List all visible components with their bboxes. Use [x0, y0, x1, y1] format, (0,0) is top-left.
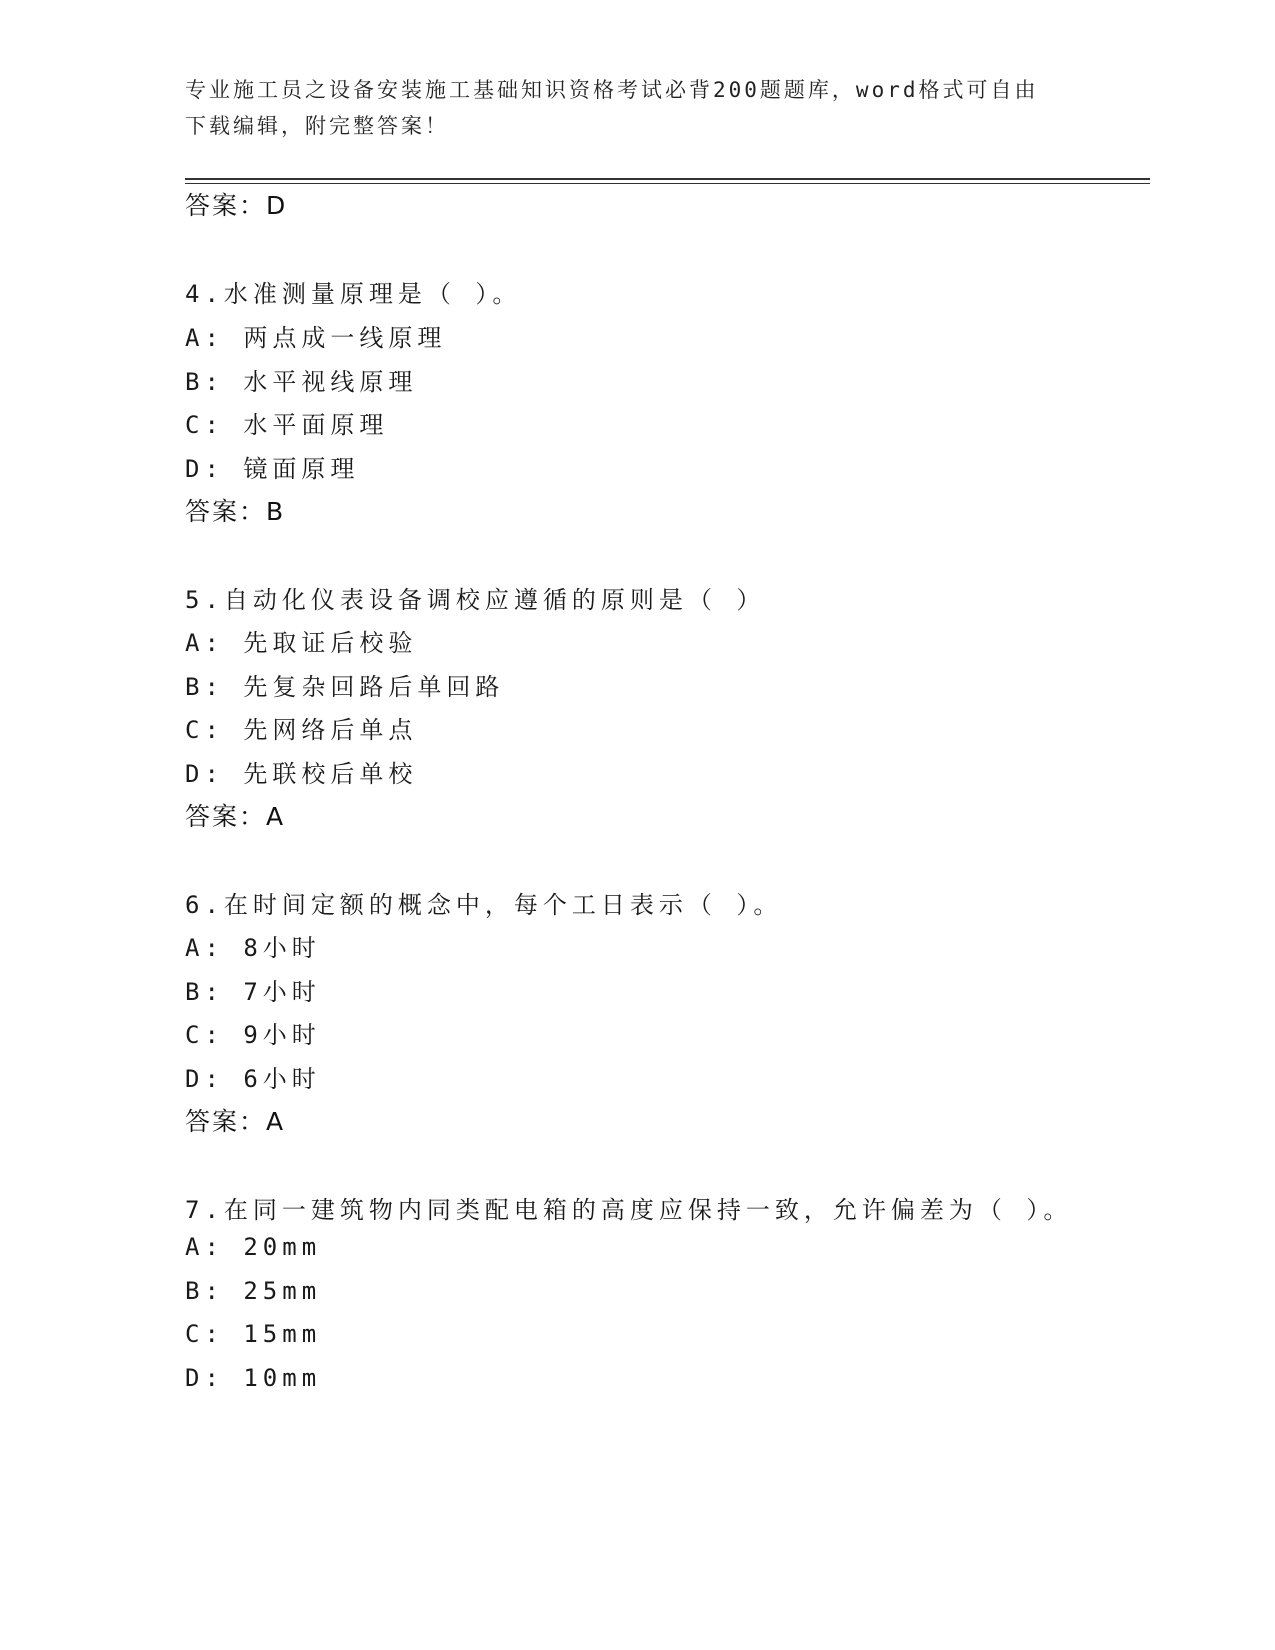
option-b: B: 先复杂回路后单回路	[185, 673, 505, 701]
previous-answer: 答案：D	[185, 191, 288, 220]
header-line-1: 专业施工员之设备安装施工基础知识资格考试必背200题题库，word格式可自由	[185, 78, 1039, 102]
question-stem: 5.自动化仪表设备调校应遵循的原则是（ ）	[185, 586, 766, 614]
option-b: B: 水平视线原理	[185, 368, 418, 396]
document-header	[185, 72, 1065, 144]
option-a: A: 先取证后校验	[185, 629, 418, 657]
option-c: C: 先网络后单点	[185, 716, 418, 744]
answer: 答案：A	[185, 802, 286, 831]
question-stem: 4.水准测量原理是（ ）。	[185, 280, 522, 308]
option-b: B: 25mm	[185, 1277, 322, 1305]
option-d: D: 镜面原理	[185, 455, 360, 483]
option-d: D: 10mm	[185, 1364, 322, 1392]
answer: 答案：A	[185, 1107, 286, 1136]
option-c: C: 水平面原理	[185, 411, 389, 439]
question-stem: 7.在同一建筑物内同类配电箱的高度应保持一致，允许偏差为（ ）。	[185, 1196, 1073, 1224]
option-c: C: 15mm	[185, 1320, 322, 1348]
answer: 答案：B	[185, 497, 286, 526]
question-stem: 6.在时间定额的概念中，每个工日表示（ ）。	[185, 891, 783, 919]
header-divider	[185, 178, 1150, 180]
option-a: A: 20mm	[185, 1233, 322, 1261]
option-b: B: 7小时	[185, 978, 321, 1006]
option-d: D: 6小时	[185, 1065, 321, 1093]
header-divider-thin	[185, 183, 1150, 184]
option-a: A: 两点成一线原理	[185, 324, 447, 352]
option-c: C: 9小时	[185, 1021, 321, 1049]
header-line-2: 下载编辑，附完整答案！	[185, 114, 449, 138]
option-d: D: 先联校后单校	[185, 760, 418, 788]
option-a: A: 8小时	[185, 934, 321, 962]
